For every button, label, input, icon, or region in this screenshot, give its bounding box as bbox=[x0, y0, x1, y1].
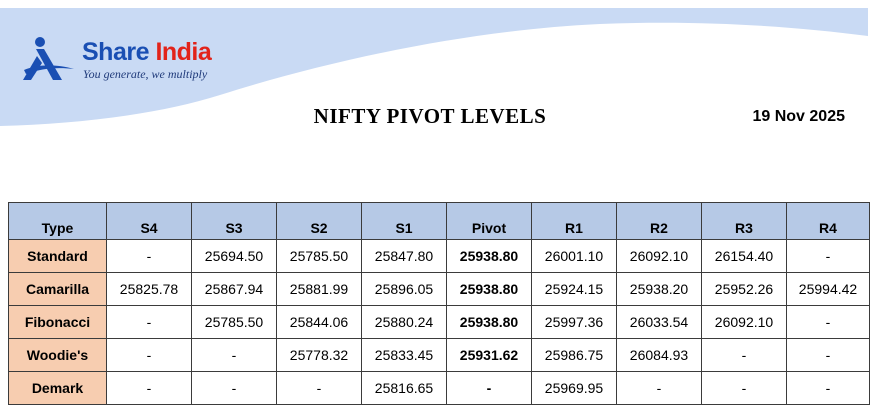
table-cell: - bbox=[787, 240, 870, 273]
table-cell: 26033.54 bbox=[617, 306, 702, 339]
table-cell: - bbox=[107, 240, 192, 273]
table-row-camarilla bbox=[9, 273, 870, 306]
table-cell: 25986.75 bbox=[532, 339, 617, 372]
table-cell: 25816.65 bbox=[362, 372, 447, 405]
column-header-s3: S3 bbox=[192, 203, 277, 240]
table-cell: 25825.78 bbox=[107, 273, 192, 306]
table-cell: 25952.26 bbox=[702, 273, 787, 306]
column-header-r1: R1 bbox=[532, 203, 617, 240]
report-date: 19 Nov 2025 bbox=[752, 108, 845, 125]
pivot-cell: 25931.62 bbox=[447, 339, 532, 372]
table-cell: - bbox=[702, 372, 787, 405]
column-header-s1: S1 bbox=[362, 203, 447, 240]
table-row-demark bbox=[9, 372, 870, 405]
table-cell: - bbox=[702, 339, 787, 372]
table-cell: - bbox=[192, 372, 277, 405]
table-cell: 25778.32 bbox=[277, 339, 362, 372]
pivot-cell: 25938.80 bbox=[447, 240, 532, 273]
table-cell: 26092.10 bbox=[617, 240, 702, 273]
table-cell: 25881.99 bbox=[277, 273, 362, 306]
table-cell: 25833.45 bbox=[362, 339, 447, 372]
column-header-pivot: Pivot bbox=[447, 203, 532, 240]
column-header-type: Type bbox=[9, 203, 107, 240]
row-label-standard: Standard bbox=[9, 240, 107, 273]
table-cell: - bbox=[787, 306, 870, 339]
table-cell: 25694.50 bbox=[192, 240, 277, 273]
table-cell: - bbox=[192, 339, 277, 372]
table-cell: - bbox=[107, 372, 192, 405]
table-cell: 25880.24 bbox=[362, 306, 447, 339]
table-cell: - bbox=[787, 339, 870, 372]
share-india-logo bbox=[22, 36, 222, 86]
table-row-fibonacci bbox=[9, 306, 870, 339]
column-header-r2: R2 bbox=[617, 203, 702, 240]
table-cell: - bbox=[277, 372, 362, 405]
pivot-cell: - bbox=[447, 372, 532, 405]
table-cell: - bbox=[107, 339, 192, 372]
table-cell: - bbox=[617, 372, 702, 405]
pivot-cell: 25938.80 bbox=[447, 306, 532, 339]
table-cell: - bbox=[787, 372, 870, 405]
column-header-r3: R3 bbox=[702, 203, 787, 240]
brand-tagline: You generate, we multiply bbox=[83, 67, 208, 81]
column-header-s2: S2 bbox=[277, 203, 362, 240]
table-cell: 25938.20 bbox=[617, 273, 702, 306]
brand-name bbox=[82, 38, 211, 66]
table-cell: 26084.93 bbox=[617, 339, 702, 372]
table-row-standard bbox=[9, 240, 870, 273]
table-cell: 26092.10 bbox=[702, 306, 787, 339]
row-label-demark: Demark bbox=[9, 372, 107, 405]
row-label-woodies: Woodie's bbox=[9, 339, 107, 372]
table-cell: 25844.06 bbox=[277, 306, 362, 339]
table-cell: 25785.50 bbox=[192, 306, 277, 339]
pivot-cell: 25938.80 bbox=[447, 273, 532, 306]
brand-name-share: Share bbox=[82, 38, 149, 66]
table-cell: 25785.50 bbox=[277, 240, 362, 273]
table-cell: - bbox=[107, 306, 192, 339]
table-row-woodies bbox=[9, 339, 870, 372]
page-title: NIFTY PIVOT LEVELS bbox=[313, 104, 547, 128]
table-cell: 25896.05 bbox=[362, 273, 447, 306]
column-header-r4: R4 bbox=[787, 203, 870, 240]
table-cell: 26154.40 bbox=[702, 240, 787, 273]
table-cell: 25847.80 bbox=[362, 240, 447, 273]
table-cell: 25867.94 bbox=[192, 273, 277, 306]
row-label-fibonacci: Fibonacci bbox=[9, 306, 107, 339]
table-header-row bbox=[9, 203, 870, 240]
table-cell: 25997.36 bbox=[532, 306, 617, 339]
table-cell: 25969.95 bbox=[532, 372, 617, 405]
pivot-levels-table bbox=[8, 202, 870, 405]
share-india-logo-mark-icon bbox=[22, 36, 76, 84]
table-cell: 25924.15 bbox=[532, 273, 617, 306]
brand-name-india: India bbox=[155, 38, 212, 66]
table-cell: 26001.10 bbox=[532, 240, 617, 273]
row-label-camarilla: Camarilla bbox=[9, 273, 107, 306]
table-cell: 25994.42 bbox=[787, 273, 870, 306]
column-header-s4: S4 bbox=[107, 203, 192, 240]
